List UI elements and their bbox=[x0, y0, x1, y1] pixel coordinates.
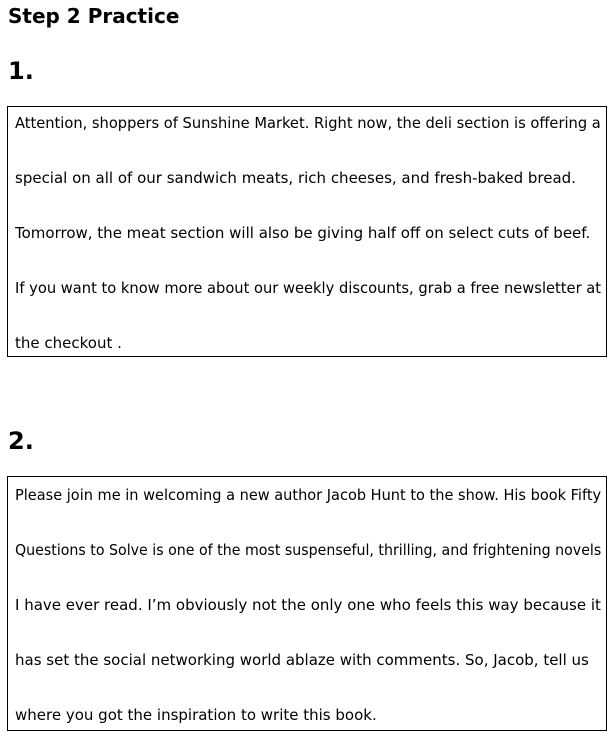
item-2-line-1: Please join me in welcoming a new author Jacob Hunt to the show. His book Fifty bbox=[15, 486, 602, 504]
item-1-passage-box bbox=[7, 106, 607, 357]
item-1-number: 1. bbox=[8, 57, 34, 85]
item-2-line-3: I have ever read. I’m obviously not the only one who feels this way because it bbox=[15, 596, 601, 614]
item-1-line-1: Attention, shoppers of Sunshine Market. Right now, the deli section is offering a bbox=[15, 114, 601, 132]
item-1-line-2: special on all of our sandwich meats, rich cheeses, and fresh-baked bread. bbox=[15, 169, 576, 187]
page-title: Step 2 Practice bbox=[8, 4, 180, 28]
item-1-line-4: If you want to know more about our weekly discounts, grab a free newsletter at bbox=[15, 279, 602, 297]
item-2-line-2: Questions to Solve is one of the most suspenseful, thrilling, and frightening novels bbox=[15, 541, 602, 559]
item-2-line-4: has set the social networking world ablaze with comments. So, Jacob, tell us bbox=[15, 651, 589, 669]
item-2-passage-box bbox=[7, 476, 607, 731]
item-2-number: 2. bbox=[8, 427, 34, 455]
item-2-line-5: where you got the inspiration to write this book. bbox=[15, 706, 377, 724]
item-1-line-5: the checkout . bbox=[15, 334, 122, 352]
item-1-line-3: Tomorrow, the meat section will also be giving half off on select cuts of beef. bbox=[15, 224, 591, 242]
